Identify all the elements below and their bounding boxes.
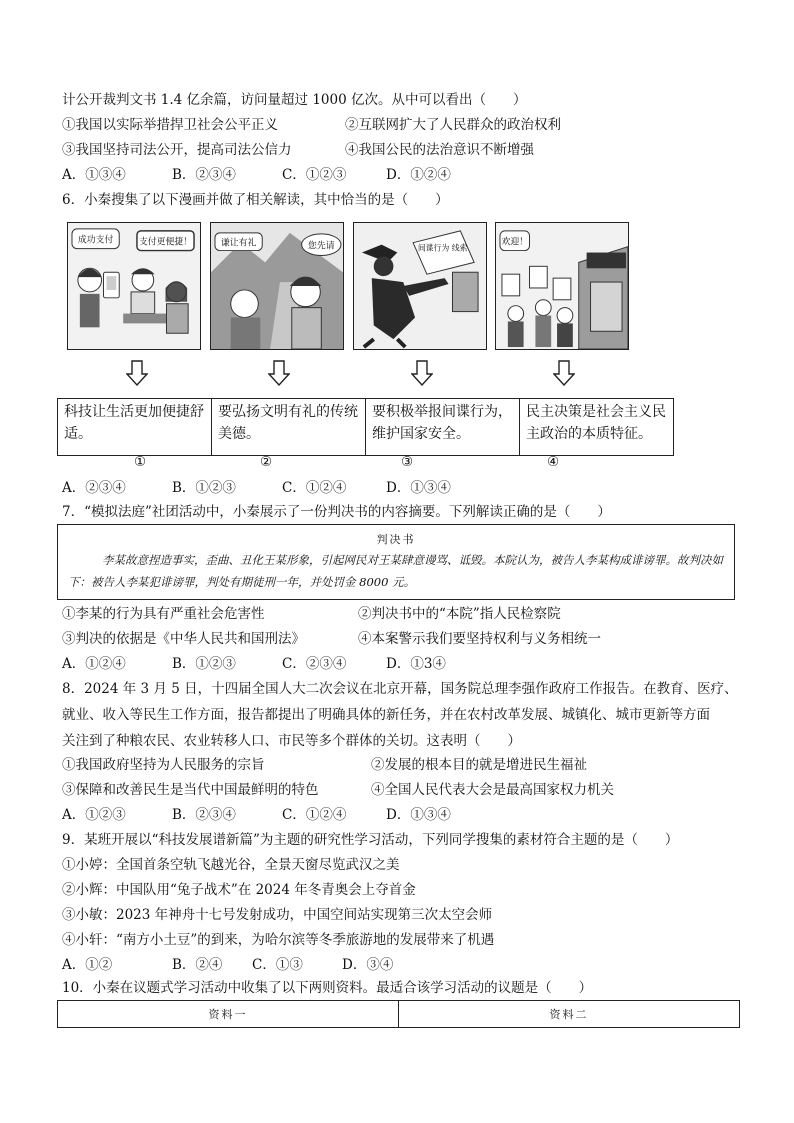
q7-option-c: C．②③④ [282, 656, 347, 672]
comic2-bubble-left: 谦让有礼 [220, 238, 257, 249]
q9-option-c: C．①③ [252, 957, 303, 973]
q5-option-c: C．①②③ [282, 167, 347, 183]
q9-option-d: D．③④ [342, 957, 394, 973]
q5-statement-1: ①我国以实际举措捍卫社会公平正义 [62, 117, 278, 133]
interpretation-4: 民主决策是社会主义民主政治的本质特征。 [520, 399, 674, 456]
interpretation-3: 要积极举报间谍行为，维护国家安全。 [366, 399, 520, 456]
comic3-label: 间谍行为 线索 [417, 243, 468, 253]
q5-statement-3: ③我国坚持司法公开，提高司法公信力 [62, 142, 292, 158]
q8-stem-line-2: 就业、收入等民生工作方面，报告都提出了明确具体的新任务，并在农村改革发展、城镇化、城市更新等方面 [62, 707, 710, 723]
material-2-header: 资料二 [399, 1001, 740, 1028]
q9-statement-2: ②小辉：中国队用“兔子战术”在 2024 年冬青奥会上夺首金 [62, 882, 416, 898]
comic-panel-1 [67, 222, 201, 350]
q8-option-a: A．①②③ [62, 807, 126, 823]
q8-statement-2: ②发展的根本目的就是增进民生福祉 [371, 757, 587, 773]
q6-stem: 6．小秦搜集了以下漫画并做了相关解读，其中恰当的是（ ） [62, 192, 449, 208]
comic-courtesy-illustration [211, 223, 343, 349]
q8-option-b: B．②③④ [172, 807, 236, 823]
marker-4: ④ [546, 454, 560, 470]
q6-option-c: C．①②④ [282, 480, 347, 496]
interpretation-2: 要弘扬文明有礼的传统美德。 [212, 399, 366, 456]
q9-option-a: A．①② [62, 957, 113, 973]
q8-option-d: D．①③④ [386, 807, 451, 823]
q8-statement-1: ①我国政府坚持为人民服务的宗旨 [62, 757, 265, 773]
q8-statement-4: ④全国人民代表大会是最高国家权力机关 [371, 782, 614, 798]
q6-option-b: B．①②③ [172, 480, 236, 496]
q7-statement-2: ②判决书中的“本院”指人民检察院 [358, 606, 561, 622]
marker-3: ③ [400, 454, 414, 470]
q7-option-b: B．①②③ [172, 656, 236, 672]
comic-panel-4 [495, 222, 629, 350]
q7-statement-3: ③判决的依据是《中华人民共和国刑法》 [62, 631, 305, 647]
down-arrow-icon [411, 360, 433, 386]
down-arrow-icon [553, 360, 575, 386]
q9-statement-4: ④小轩：“南方小土豆”的到来，为哈尔滨等冬季旅游地的发展带来了机遇 [62, 932, 495, 948]
q8-stem-line-3: 关注到了种粮农民、农业转移人口、市民等多个群体的关切。这表明（ ） [62, 733, 521, 749]
marker-1: ① [133, 454, 147, 470]
q6-option-a: A．②③④ [62, 480, 126, 496]
material-1-header: 资料一 [58, 1001, 399, 1028]
comic1-bubble-right: 支付更便捷！ [138, 237, 193, 248]
q7-option-a: A．①②④ [62, 656, 126, 672]
q5-option-d: D．①②④ [386, 167, 451, 183]
q8-statement-3: ③保障和改善民生是当代中国最鲜明的特色 [62, 782, 319, 798]
marker-2: ② [259, 454, 273, 470]
q7-stem: 7．“模拟法庭”社团活动中，小秦展示了一份判决书的内容摘要。下列解读正确的是（ ） [62, 504, 611, 520]
comic-payment-illustration [68, 223, 200, 349]
q9-stem: 9．某班开展以“科技发展谱新篇”为主题的研究性学习活动，下列同学搜集的素材符合主题的是（ ） [62, 832, 679, 848]
interpretation-table [57, 398, 674, 456]
q7-statement-1: ①李某的行为具有严重社会危害性 [62, 606, 265, 622]
judgment-document [57, 524, 735, 600]
judgment-title: 判决书 [376, 533, 416, 546]
comic1-bubble-left: 成功支付 [77, 235, 114, 246]
q5-option-b: B．②③④ [172, 167, 236, 183]
q6-option-d: D．①③④ [386, 480, 451, 496]
q7-statement-4: ④本案警示我们要坚持权利与义务相统一 [358, 631, 601, 647]
q5-statement-2: ②互联网扩大了人民群众的政治权利 [345, 117, 561, 133]
comic-democracy-illustration [496, 223, 628, 349]
materials-table [57, 1000, 740, 1028]
q5-statement-4: ④我国公民的法治意识不断增强 [345, 142, 534, 158]
q8-option-c: C．①②④ [282, 807, 347, 823]
q7-option-d: D．①3④ [386, 656, 446, 672]
q5-option-a: A．①③④ [62, 167, 126, 183]
down-arrow-icon [268, 360, 290, 386]
comic-panel-2 [210, 222, 344, 350]
judgment-body: 李某故意捏造事实，歪曲、丑化王某形象，引起网民对王某肆意谩骂、诋毁。本院认为，被告人李某构成诽谤罪。故判决如下：被告人李某犯诽谤罪，判处有期徒刑一年，并处罚金 8000 元。 [68, 553, 723, 589]
q9-option-b: B．②④ [172, 957, 223, 973]
comic-panel-3 [353, 222, 487, 350]
interpretation-1: 科技让生活更加便捷舒适。 [58, 399, 212, 456]
q5-stem: 计公开裁判文书 1.4 亿余篇，访问量超过 1000 亿次。从中可以看出（ ） [62, 92, 527, 108]
q9-statement-1: ①小婷：全国首条空轨飞越光谷，全景天窗尽览武汉之美 [62, 857, 400, 873]
down-arrow-icon [126, 360, 148, 386]
q10-stem: 10．小秦在议题式学习活动中收集了以下两则资料。最适合该学习活动的议题是（ ） [62, 980, 593, 996]
comic-espionage-illustration [354, 223, 486, 349]
comic2-bubble-right: 您先请 [308, 241, 335, 252]
comic4-bubble: 欢迎！ [501, 237, 529, 248]
q8-stem-line-1: 8．2024 年 3 月 5 日，十四届全国人大二次会议在北京开幕，国务院总理李强作政府工作报告。在教育、医疗、 [62, 681, 738, 697]
q9-statement-3: ③小敏：2023 年神舟十七号发射成功，中国空间站实现第三次太空会师 [62, 907, 493, 923]
